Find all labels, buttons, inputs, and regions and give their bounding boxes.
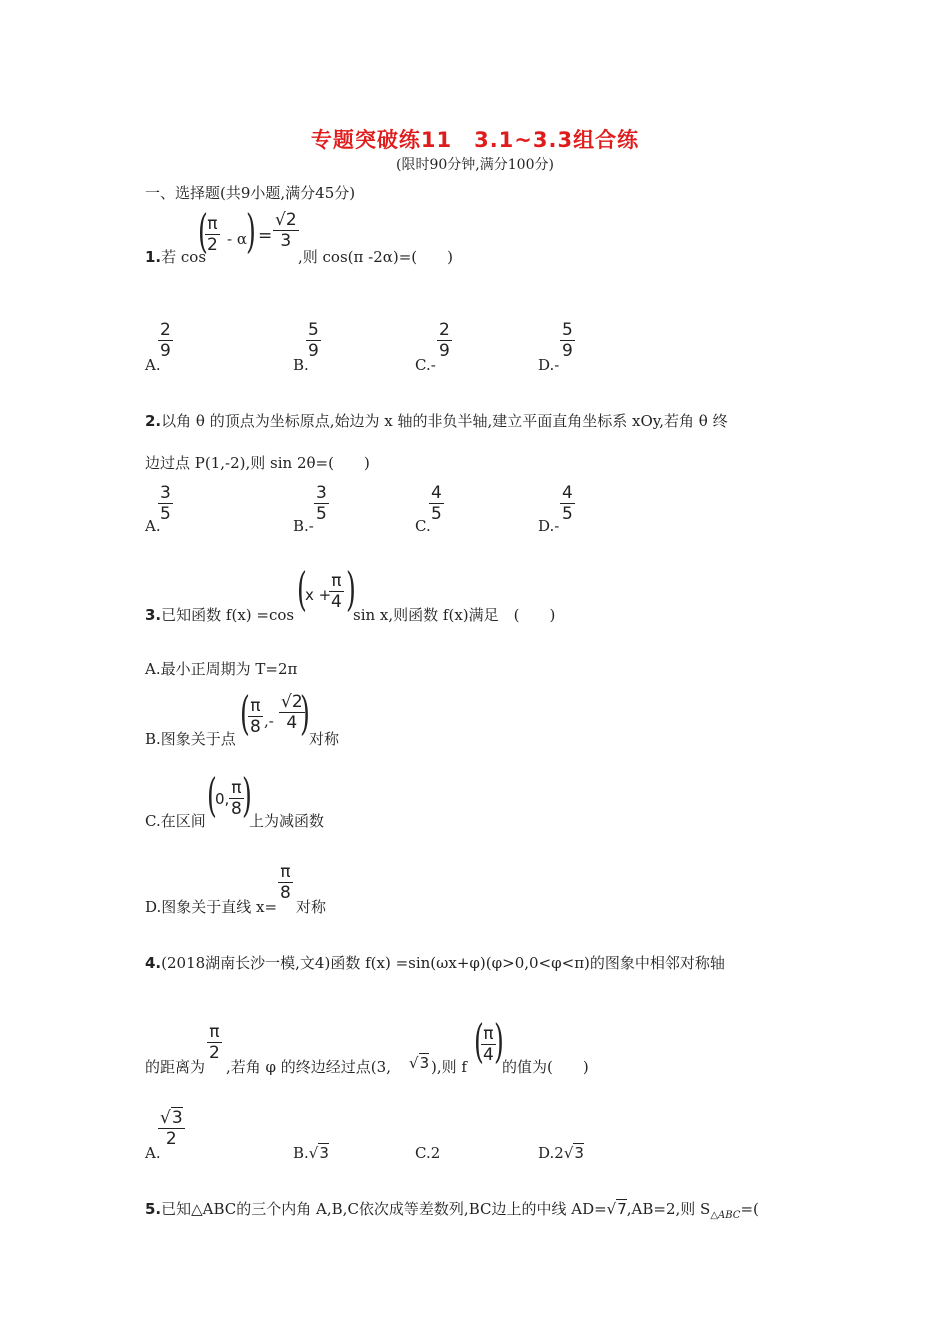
option-b-fraction: $\frac{5}{9}$ (308, 320, 319, 361)
option-c: C.在区间 (145, 812, 206, 830)
fraction: $\frac{\pi}{2}$ (209, 1022, 220, 1063)
option-label: B. (293, 356, 309, 374)
option-text: 对称 (309, 730, 340, 748)
question-text: 已知△ABC的三个内角 A,B,C依次成等差数列,BC边上的中线 AD= (161, 1200, 607, 1218)
question-text: ),则 f (431, 1058, 467, 1076)
option-label: A. (145, 356, 161, 374)
subscript: △ABC (710, 1210, 741, 1221)
question-text: 的距离为 (145, 1058, 206, 1076)
sqrt-expression: √7 (606, 1200, 627, 1218)
fraction: $\frac{\pi}{2}$ (207, 214, 218, 255)
left-paren: ( (198, 204, 208, 258)
option-b: B.√3 (293, 1144, 329, 1162)
question-number: 4. (145, 954, 162, 972)
question-text: (2018湖南长沙一模,文4)函数 f(x) =sin(ωx+φ)(φ>0,0<φ<π)的图象中相邻对称轴 (161, 954, 725, 972)
option-label: B. (293, 517, 309, 535)
question-text: 边过点 P(1,-2),则 sin 2θ=( ) (145, 454, 370, 472)
option-d-fraction: $\frac{4}{5}$ (562, 483, 573, 524)
right-paren: ) (494, 1014, 504, 1068)
question-text: ,若角 φ 的终边经过点(3, (226, 1058, 391, 1076)
question-number: 5. (145, 1200, 162, 1218)
question-text: 已知函数 f(x) =cos (161, 606, 295, 624)
math-text: ,- (264, 712, 274, 730)
question-text: 的值为( ) (502, 1058, 589, 1076)
right-paren: ) (300, 686, 310, 740)
option-a-fraction: $\frac{2}{9}$ (160, 320, 171, 361)
option-label: A. (145, 517, 161, 535)
option-a: A.最小正周期为 T=2π (145, 660, 298, 678)
fraction: $\frac{√2}{3}$ (275, 210, 297, 251)
fraction: $\frac{\pi}{4}$ (331, 571, 342, 612)
right-paren: ) (246, 204, 256, 258)
question-number: 2. (145, 412, 162, 430)
left-paren: ( (240, 686, 250, 740)
question-text: ,AB=2,则 S (626, 1200, 711, 1218)
option-label: D. (538, 356, 555, 374)
math-text: 0, (215, 790, 230, 808)
left-paren: ( (207, 768, 217, 822)
question-text: =( (740, 1200, 759, 1218)
fraction: $\frac{√2}{4}$ (281, 692, 303, 733)
page-subtitle: (限时90分钟,满分100分) (396, 157, 554, 173)
option-c-fraction: $\frac{2}{9}$ (439, 320, 450, 361)
option-a-fraction: $\frac{√3}{2}$ (160, 1108, 183, 1149)
page-title: 专题突破练11 3.1~3.3组合练 (310, 128, 640, 152)
question-text: 若 cos (161, 248, 207, 266)
option-b-fraction: $\frac{3}{5}$ (316, 483, 327, 524)
question-number: 1. (145, 248, 162, 266)
question-number: 3. (145, 606, 162, 624)
option-label: C. (415, 517, 431, 535)
option-a-fraction: $\frac{3}{5}$ (160, 483, 171, 524)
fraction: $\frac{\pi}{4}$ (483, 1024, 494, 1065)
option-d-fraction: $\frac{5}{9}$ (562, 320, 573, 361)
option-c: C.2 (415, 1144, 441, 1162)
math-text: - α (227, 230, 247, 248)
question-text: ,则 cos(π -2α)=( ) (298, 248, 454, 266)
question-text: sin x,则函数 f(x)满足 ( ) (353, 606, 556, 624)
option-d: D.图象关于直线 x= (145, 898, 278, 916)
math-text: x + (305, 586, 332, 604)
option-label: C. (415, 356, 431, 374)
right-paren: ) (242, 768, 252, 822)
left-paren: ( (297, 562, 307, 616)
right-paren: ) (346, 562, 356, 616)
fraction: $\frac{\pi}{8}$ (280, 862, 291, 903)
equals-sign: = (258, 226, 273, 246)
option-label: A. (145, 1144, 161, 1162)
option-c-fraction: $\frac{4}{5}$ (431, 483, 442, 524)
left-paren: ( (474, 1014, 484, 1068)
option-label: D. (538, 517, 555, 535)
sqrt-expression: √3 (409, 1054, 430, 1072)
option-d: D.2√3 (538, 1144, 584, 1162)
fraction: $\frac{\pi}{8}$ (231, 778, 242, 819)
option-b: B.图象关于点 (145, 730, 236, 748)
fraction: $\frac{\pi}{8}$ (250, 696, 261, 737)
question-text: 以角 θ 的顶点为坐标原点,始边为 x 轴的非负半轴,建立平面直角坐标系 xOy,若角 θ 终 (161, 412, 728, 430)
option-text: 上为减函数 (249, 812, 325, 830)
section-heading: 一、选择题(共9小题,满分45分) (145, 184, 356, 202)
option-text: 对称 (296, 898, 327, 916)
